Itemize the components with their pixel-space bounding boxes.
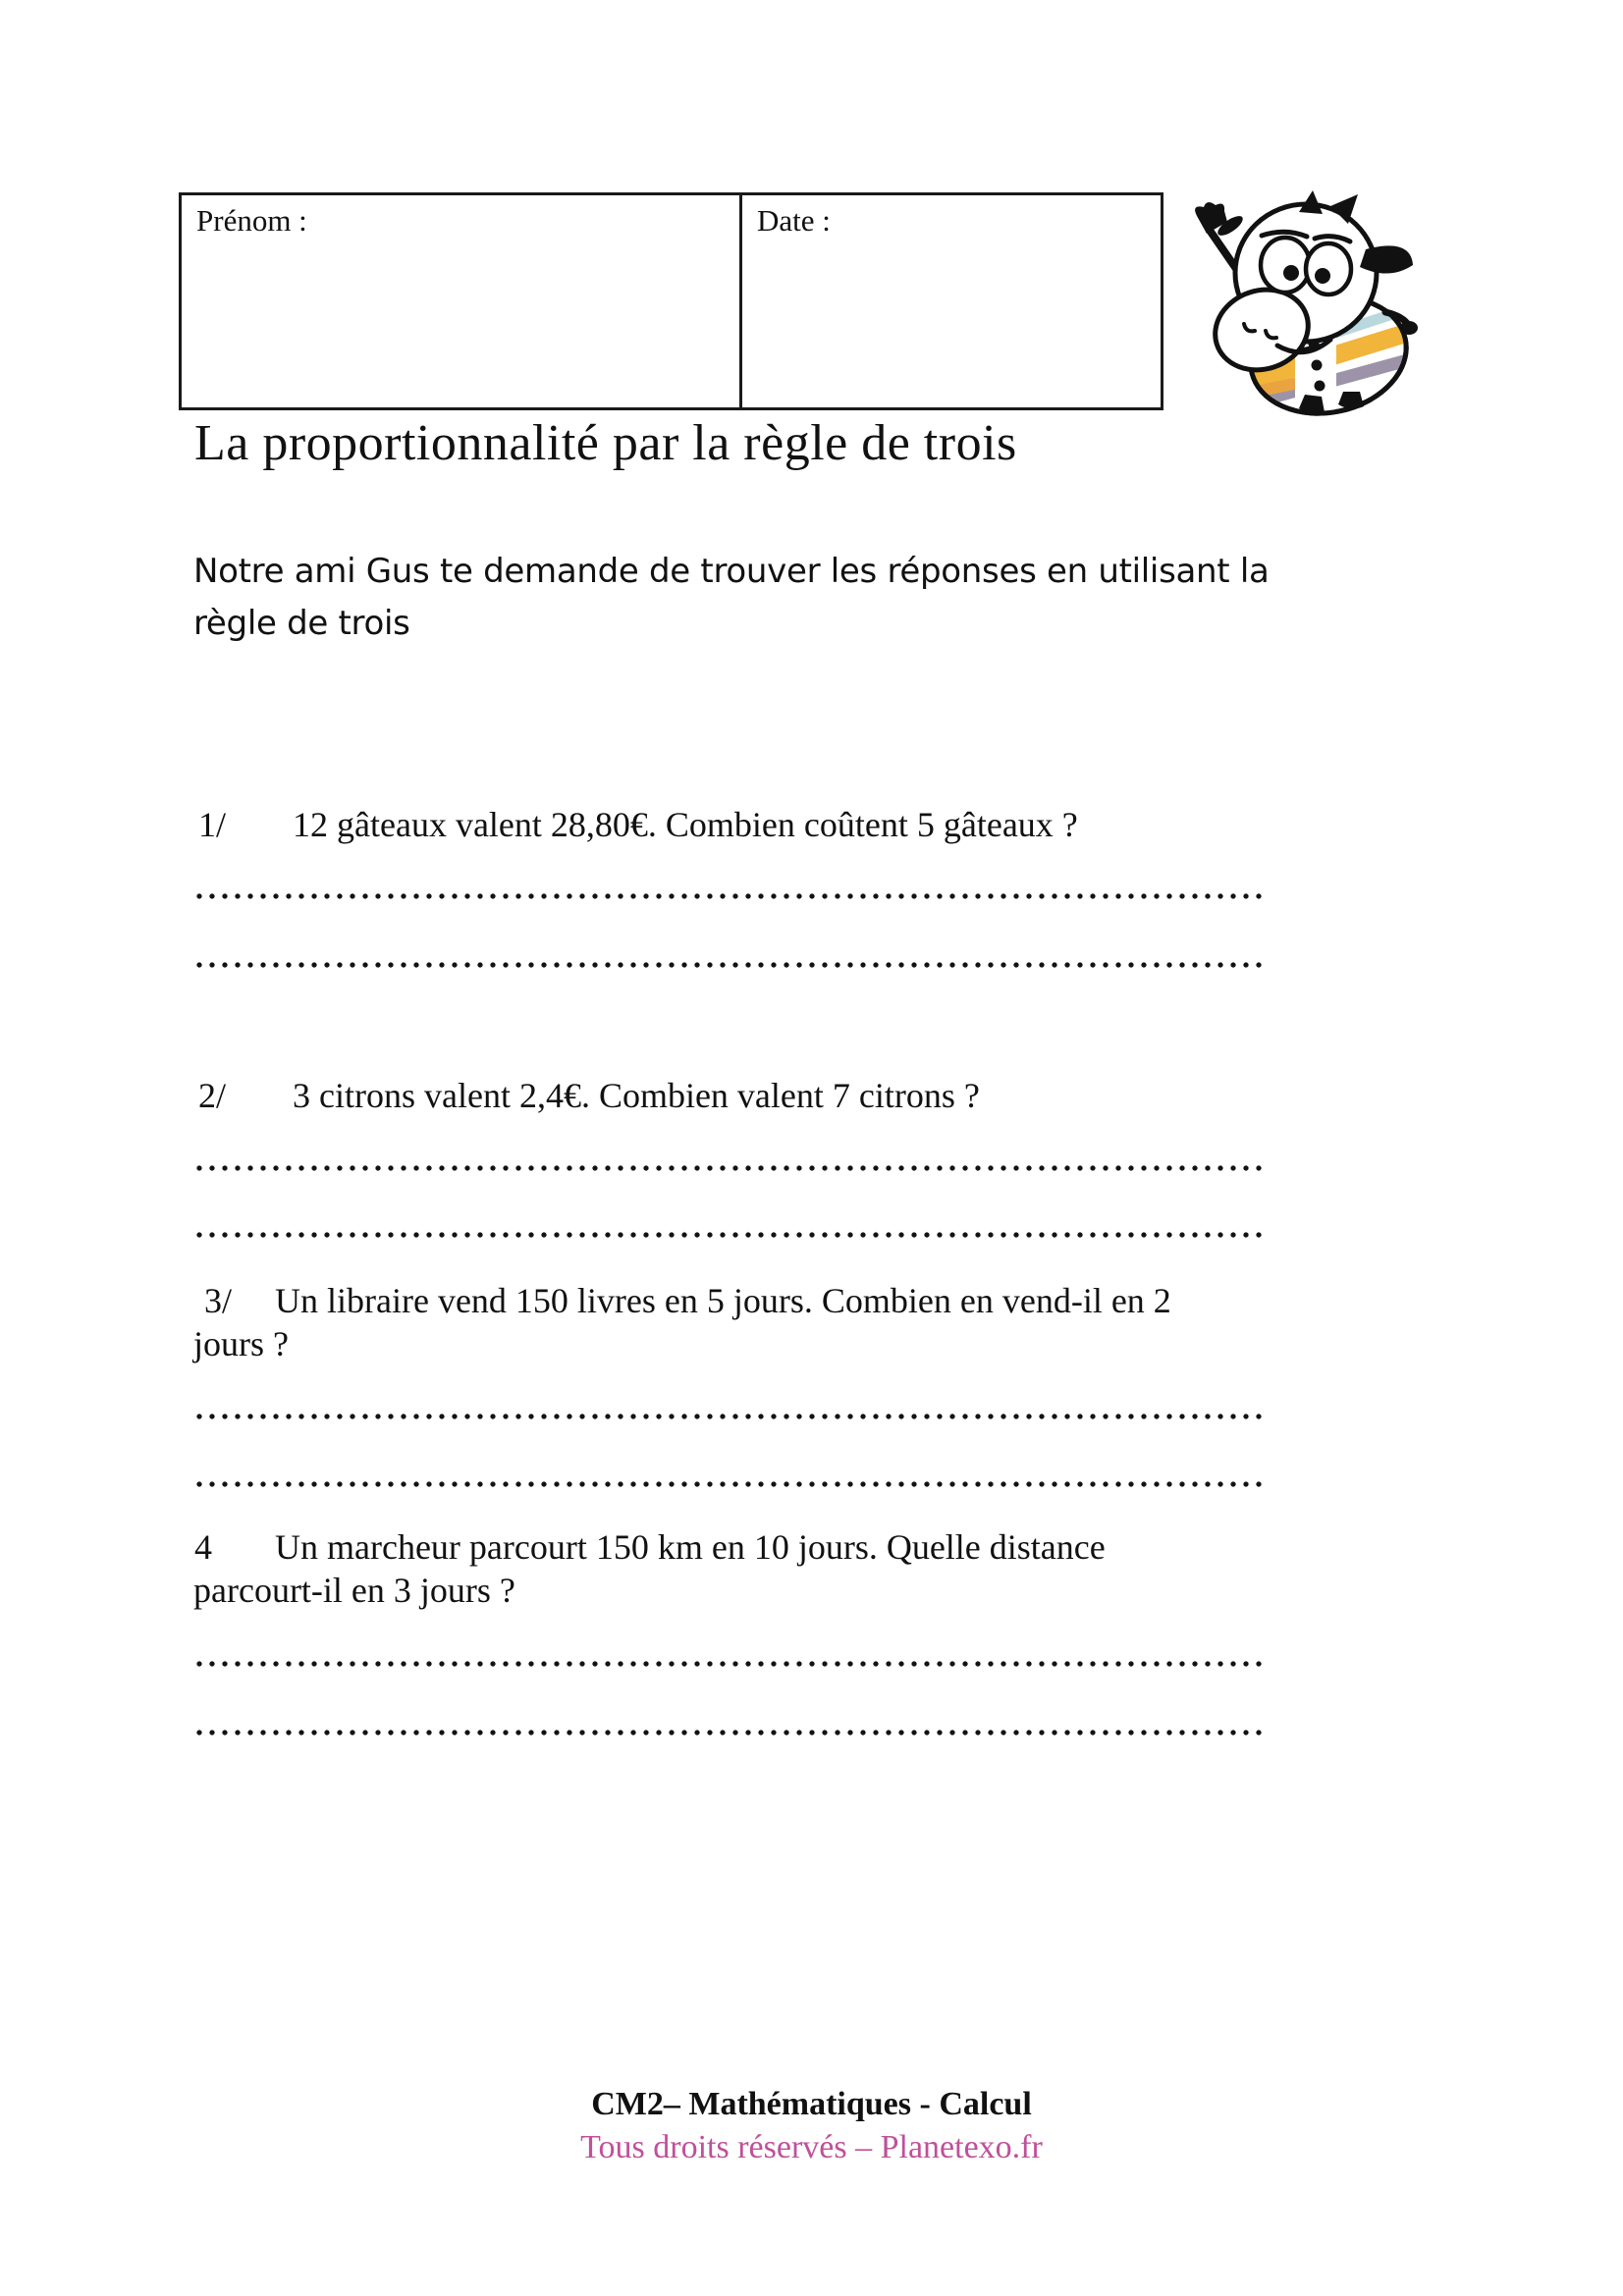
footer-course-label: CM2– Mathématiques - Calcul bbox=[591, 2086, 1032, 2122]
gus-mascot-illustration bbox=[1183, 187, 1419, 420]
answer-line[interactable] bbox=[196, 1231, 1269, 1239]
question-3-text-wrap: jours ? bbox=[193, 1324, 289, 1363]
date-field-area[interactable] bbox=[739, 195, 1161, 407]
answer-line[interactable] bbox=[196, 1729, 1269, 1736]
instruction-line-1: Notre ami Gus te demande de trouver les réponses en utilisant la bbox=[193, 552, 1270, 591]
question-4-number: 4 bbox=[194, 1527, 212, 1567]
answer-line[interactable] bbox=[196, 961, 1269, 969]
question-2 bbox=[198, 1074, 980, 1117]
answer-line[interactable] bbox=[196, 1660, 1269, 1668]
instruction-line-2: règle de trois bbox=[193, 604, 410, 643]
answer-line[interactable] bbox=[196, 1164, 1269, 1172]
instruction-text bbox=[193, 546, 1270, 650]
date-label: Date : bbox=[757, 203, 831, 238]
prenom-field-area[interactable] bbox=[182, 195, 739, 407]
answer-line[interactable] bbox=[196, 1413, 1269, 1420]
question-2-text: 3 citrons valent 2,4€. Combien valent 7 citrons ? bbox=[293, 1076, 980, 1115]
answer-line[interactable] bbox=[196, 892, 1269, 900]
question-4-text-wrap: parcourt-il en 3 jours ? bbox=[193, 1571, 515, 1610]
question-3-text: Un libraire vend 150 livres en 5 jours. Combien en vend-il en 2 bbox=[275, 1281, 1171, 1320]
question-2-number: 2/ bbox=[198, 1076, 227, 1115]
page-title: La proportionnalité par la règle de trois bbox=[194, 415, 1017, 471]
prenom-label: Prénom : bbox=[196, 203, 307, 238]
question-1-text: 12 gâteaux valent 28,80€. Combien coûtent 5 gâteaux ? bbox=[293, 805, 1078, 844]
footer-copyright: Tous droits réservés – Planetexo.fr bbox=[580, 2129, 1043, 2165]
question-1-number: 1/ bbox=[198, 805, 227, 844]
question-3 bbox=[204, 1279, 1171, 1322]
question-3-number: 3/ bbox=[204, 1281, 233, 1320]
question-4 bbox=[194, 1525, 1106, 1569]
answer-line[interactable] bbox=[196, 1480, 1269, 1488]
name-date-box bbox=[179, 192, 1163, 410]
question-1 bbox=[198, 803, 1078, 846]
question-4-text: Un marcheur parcourt 150 km en 10 jours. Quelle distance bbox=[275, 1527, 1106, 1567]
